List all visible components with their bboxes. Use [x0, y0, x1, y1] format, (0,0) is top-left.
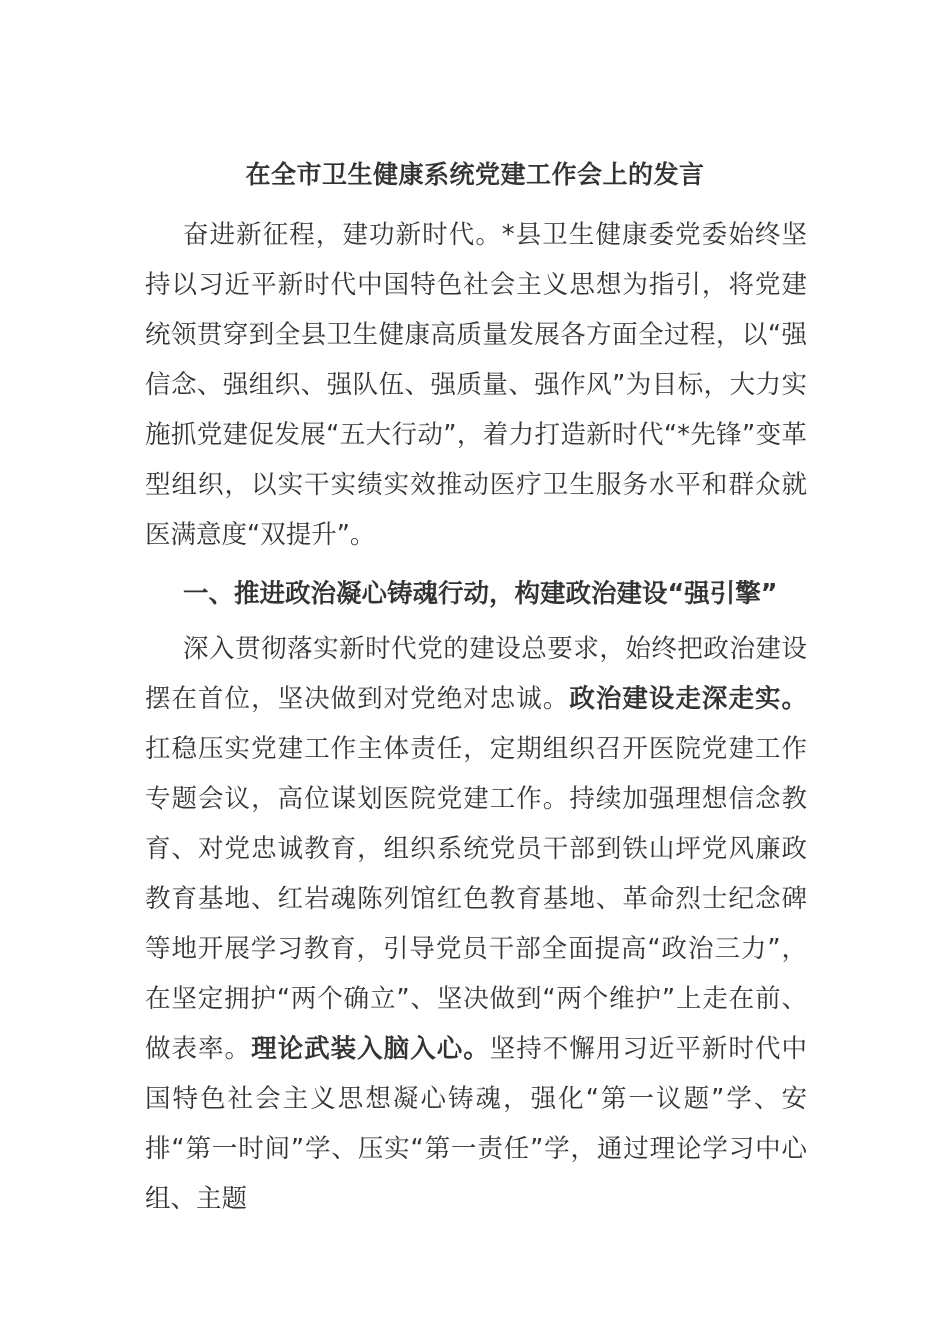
section-heading: 一、推进政治凝心铸魂行动，构建政治建设“强引擎” — [183, 579, 778, 609]
intro-paragraph: 奋进新征程，建功新时代。*县卫生健康委党委始终坚持以习近平新时代中国特色社会主义思想为指引，将党建统领贯穿到全县卫生健康高质量发展各方面全过程，以“强信念、强组织、强队伍、强质量、强作风”为目标，大力实施抓党建促发展“五大行动”，着力打造新时代“*先锋”变革型组织，以实干实绩实效推动医疗卫生服务水平和群众就医满意度“双提升”。 — [145, 220, 807, 550]
paragraph-text: 坚持不懈用习近平新时代中国特色社会主义思想凝心铸魂，强化“第一议题”学、安排“第一时间”学、压实“第一责任”学，通过理论学习中心组、主题 — [145, 1034, 807, 1214]
document-title: 在全市卫生健康系统党建工作会上的发言 — [245, 160, 705, 189]
section-paragraph — [145, 624, 807, 1224]
paragraph-text: 深入贯彻落实新时代党的建设总要求，始终把政治建设摆在首位，坚决做到对党绝对忠诚。 — [145, 634, 807, 714]
bold-lead-text: 政治建设走深走实。 — [569, 684, 807, 714]
bold-lead-text: 理论武装入脑入心。 — [251, 1034, 490, 1064]
paragraph-text: 扛稳压实党建工作主体责任，定期组织召开医院党建工作专题会议，高位谋划医院党建工作。持续加强理想信念教育、对党忠诚教育，组织系统党员干部到铁山坪党风廉政教育基地、红岩魂陈列馆红色教育基地、革命烈士纪念碑等地开展学习教育，引导党员干部全面提高“政治三力”，在坚定拥护“两个确立”、坚决做到“两个维护”上走在前、做表率。 — [145, 734, 807, 1064]
